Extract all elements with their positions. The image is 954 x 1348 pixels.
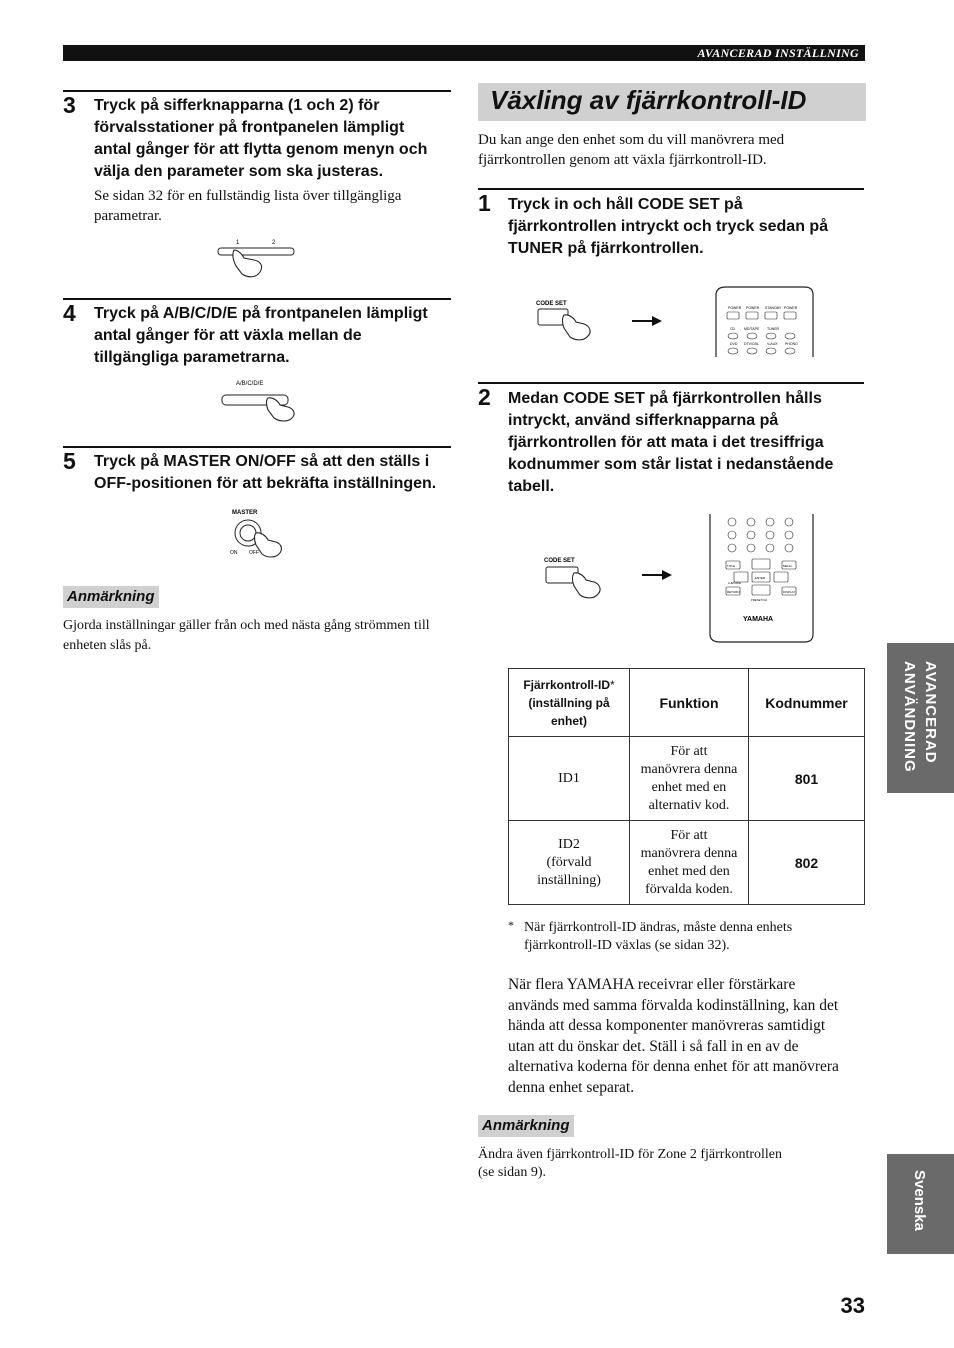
illus-label-2: 2 — [272, 240, 276, 246]
step-3-heading: Tryck på sifferknapparna (1 och 2) för förvalsstationer på frontpanelen lämpligt antal gånger för att flytta genom menyn och välja den parameter som ska justeras. — [94, 97, 428, 180]
remote-top — [716, 287, 813, 357]
code-set-tuner-illustration — [530, 285, 820, 357]
table-row — [509, 821, 865, 905]
remote-brand: YAMAHA — [743, 616, 774, 623]
svg-text:POWER: POWER — [728, 306, 742, 310]
intro-text: Du kan ange den enhet som du vill manövrera med fjärrkontrollen genom att växla fjärrkontroll-ID. — [478, 132, 785, 168]
right-step-1 — [478, 188, 864, 268]
illus-label-on: ON — [230, 550, 238, 556]
step-3-rule — [63, 90, 451, 92]
right-step-2-number: 2 — [478, 384, 491, 410]
svg-text:A-B/C/D/E: A-B/C/D/E — [728, 581, 741, 585]
step-5-heading: Tryck på MASTER ON/OFF så att den ställs i OFF-positionen för att bekräfta inställningen. — [94, 453, 437, 492]
svg-text:POWER: POWER — [746, 306, 760, 310]
preset-buttons-illustration — [214, 236, 304, 280]
illus-label-abcde: A/B/C/D/E — [236, 381, 264, 387]
svg-text:ENTER: ENTER — [755, 576, 766, 580]
right-step-2 — [478, 382, 864, 502]
table-cell-code: 802 — [749, 821, 865, 905]
svg-text:CD: CD — [730, 327, 736, 331]
code-set-numeric-illustration — [538, 514, 818, 644]
svg-text:MD/TAPE: MD/TAPE — [744, 327, 760, 331]
svg-text:PHONO: PHONO — [785, 342, 798, 346]
step-4-rule — [63, 298, 451, 300]
right-step-1-number: 1 — [478, 190, 491, 216]
page-number: 33 — [840, 1293, 865, 1318]
illus-label-off: OFF — [249, 550, 259, 556]
step-3-number: 3 — [63, 92, 76, 118]
section-title — [478, 83, 866, 121]
step-4-heading: Tryck på A/B/C/D/E på frontpanelen lämpligt antal gånger för att växla mellan de tillgängliga parametrarna. — [94, 305, 428, 366]
svg-text:TUNER: TUNER — [767, 327, 780, 331]
footnote-mark: * — [508, 918, 514, 932]
side-tab-section — [887, 643, 954, 793]
illus-label-master: MASTER — [232, 510, 258, 516]
step-3-body: Se sidan 32 för en fullständig lista över tillgängliga parametrar. — [94, 188, 402, 224]
yamaha-paragraph: När flera YAMAHA receivrar eller förstärkare används med samma förvalda kodinställning, kan det hända att dessa komponenter manövreras samtidigt utan att du önskar det. Ställ i så fall in en av de alternativa koderna för denna enhet för att manövrera denna enhet separat. — [508, 976, 839, 1096]
table-header-row — [509, 669, 865, 737]
header-bar — [63, 45, 865, 61]
side-tab-language-text: Svenska — [911, 1170, 928, 1231]
illus-label-1: 1 — [236, 240, 240, 246]
section-title-text: Växling av fjärrkontroll-ID — [490, 85, 807, 115]
step-4-number: 4 — [63, 300, 76, 326]
svg-text:TITLE: TITLE — [727, 564, 736, 568]
svg-text:DISPLAY: DISPLAY — [783, 590, 796, 594]
step-5 — [63, 446, 451, 506]
right-step-2-rule — [478, 382, 864, 384]
table-cell-code: 801 — [749, 737, 865, 821]
right-step-1-heading: Tryck in och håll CODE SET på fjärrkontrollen intryckt och tryck sedan på TUNER på fjärrkontrollen. — [508, 196, 829, 257]
left-note-text: Gjorda inställningar gäller från och med nästa gång strömmen till enheten slås på. — [63, 618, 430, 653]
table-header-id: Fjärrkontroll-ID* (inställning på enhet) — [509, 669, 630, 737]
left-note-label: Anmärkning — [63, 586, 159, 608]
footnote-text: När fjärrkontroll-ID ändras, måste denna enhets fjärrkontroll-ID växlas (se sidan 32). — [524, 920, 793, 953]
table-row — [509, 737, 865, 821]
svg-text:DTV/CBL: DTV/CBL — [744, 342, 759, 346]
hand-icon — [563, 315, 591, 340]
arrow-right-icon — [642, 570, 672, 580]
svg-text:DVD: DVD — [730, 342, 738, 346]
svg-text:STANDBY: STANDBY — [765, 306, 782, 310]
master-switch-illustration — [226, 505, 286, 561]
right-step-1-rule — [478, 188, 864, 190]
side-tab-section-line-1: AVANCERAD — [922, 661, 939, 764]
svg-text:POWER: POWER — [784, 306, 798, 310]
table-cell-function: För att manövrera denna enhet med en alternativ kod. — [630, 737, 749, 821]
step-4 — [63, 298, 451, 388]
svg-text:V-AUX: V-AUX — [767, 342, 778, 346]
arrow-right-icon — [632, 316, 662, 326]
table-cell-id: ID2 (förvald inställning) — [509, 821, 630, 905]
abcde-button-illustration — [218, 378, 302, 424]
svg-text:RETURN: RETURN — [727, 590, 740, 594]
table-header-function: Funktion — [630, 669, 749, 737]
illus-label-code-set-2: CODE SET — [544, 558, 575, 564]
table-cell-function: För att manövrera denna enhet med den förvalda koden. — [630, 821, 749, 905]
right-note-label: Anmärkning — [478, 1115, 574, 1137]
svg-text:MENU: MENU — [783, 564, 792, 568]
right-step-2-heading: Medan CODE SET på fjärrkontrollen hålls intryckt, använd sifferknapparna på fjärrkontrollen för att mata i det tresiffriga kodnummer som står listat i nedanstående tabell. — [508, 390, 834, 495]
svg-text:PRESET/CH: PRESET/CH — [751, 598, 768, 602]
table-cell-id: ID1 — [509, 737, 630, 821]
step-5-number: 5 — [63, 448, 76, 474]
header-section-label: AVANCERAD INSTÄLLNING — [697, 46, 859, 60]
step-5-rule — [63, 446, 451, 448]
side-tab-language — [887, 1154, 954, 1254]
illus-label-code-set: CODE SET — [536, 301, 567, 307]
remote-id-table — [508, 668, 865, 905]
right-note-text: Ändra även fjärrkontroll-ID för Zone 2 fjärrkontrollen (se sidan 9). — [478, 1147, 782, 1180]
side-tab-section-line-2: ANVÄNDNING — [901, 661, 918, 773]
table-header-code: Kodnummer — [749, 669, 865, 737]
hand-icon — [573, 573, 601, 598]
